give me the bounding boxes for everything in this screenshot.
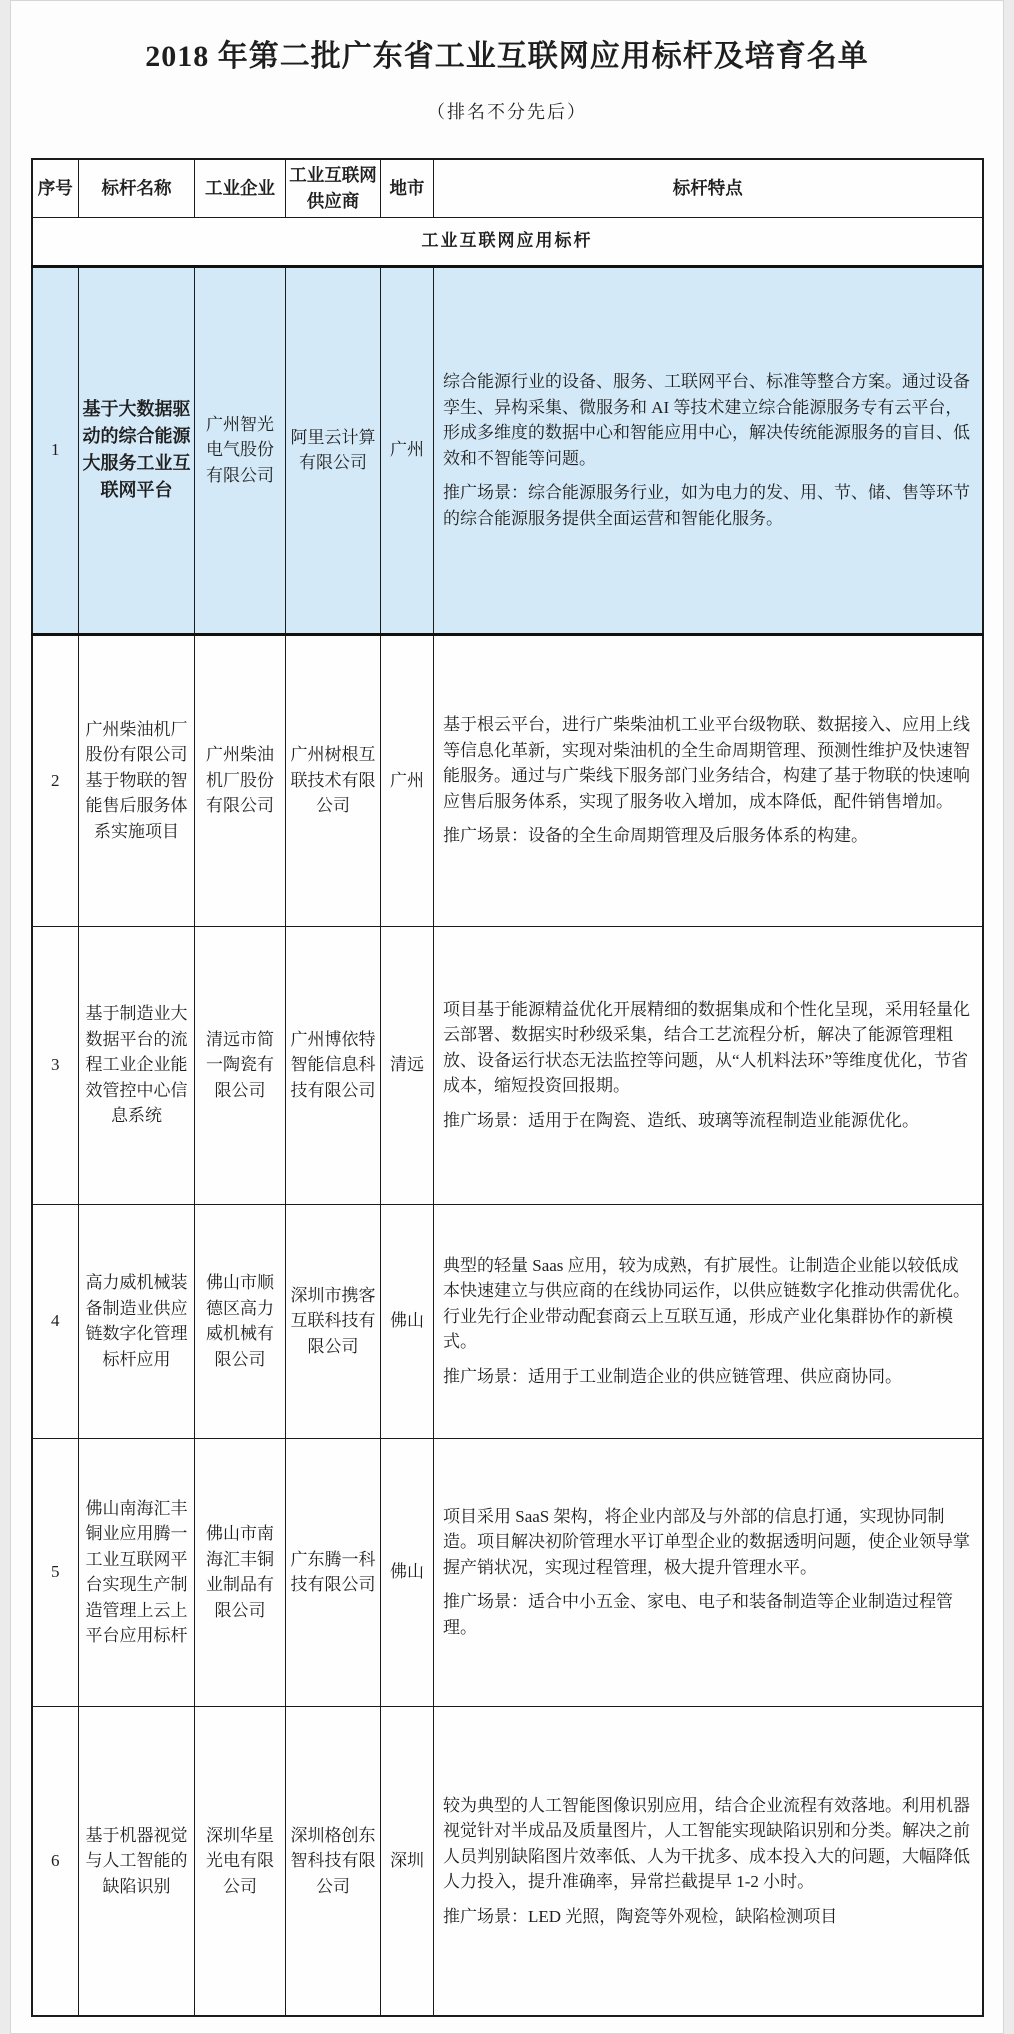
name-cell: 佛山南海汇丰铜业应用腾一工业互联网平台实现生产制造管理上云上平台应用标杆: [79, 1438, 195, 1706]
table-header-row: [32, 159, 983, 217]
name-cell: 基于机器视觉与人工智能的缺陷识别: [79, 1706, 195, 2016]
document-page: [10, 0, 1004, 2034]
enterprise-cell: 深圳华星光电有限公司: [195, 1706, 286, 2016]
supplier-cell: 广州树根互联技术有限公司: [286, 634, 381, 926]
promo-text: 推广场景：适合中小五金、家电、电子和装备制造等企业制造过程管理。: [443, 1592, 953, 1637]
benchmark-table: [31, 158, 984, 2017]
seq-cell: 6: [32, 1706, 79, 2016]
header-supplier: 工业互联网供应商: [286, 159, 381, 217]
feature-text: 综合能源行业的设备、服务、工联网平台、标准等整合方案。通过设备孪生、异构采集、微服务和 AI 等技术建立综合能源服务专有云平台，形成多维度的数据中心和智能应用中心，解决传统能源服务的盲目、低效和不智能等问题。: [443, 372, 970, 468]
name-cell: 基于制造业大数据平台的流程工业企业能效管控中心信息系统: [79, 926, 195, 1204]
city-cell: 广州: [381, 634, 434, 926]
feature-text: 较为典型的人工智能图像识别应用，结合企业流程有效落地。利用机器视觉针对半成品及质量图片，人工智能实现缺陷识别和分类。解决之前人员判别缺陷图片效率低、人为干扰多、成本投入大的问题，大幅降低人力投入，提升准确率，异常拦截提早 1-2 小时。: [443, 1795, 970, 1891]
feature-text: 项目采用 SaaS 架构，将企业内部及与外部的信息打通，实现协同制造。项目解决初阶管理水平订单型企业的数据透明问题，使企业领导掌握产销状况，实现过程管理，极大提升管理水平。: [443, 1506, 970, 1577]
supplier-cell: 阿里云计算有限公司: [286, 266, 381, 634]
header-city: 地市: [381, 159, 434, 217]
seq-cell: 5: [32, 1438, 79, 1706]
enterprise-cell: 清远市简一陶瓷有限公司: [195, 926, 286, 1204]
header-enterprise: 工业企业: [195, 159, 286, 217]
promo-text: 推广场景：LED 光照，陶瓷等外观检，缺陷检测项目: [443, 1906, 838, 1926]
features-cell: [434, 634, 983, 926]
city-cell: 广州: [381, 266, 434, 634]
features-cell: [434, 1204, 983, 1438]
section-title: 工业互联网应用标杆: [32, 217, 983, 266]
feature-text: 项目基于能源精益优化开展精细的数据集成和个性化呈现，采用轻量化云部署、数据实时秒级采集，结合工艺流程分析，解决了能源管理粗放、设备运行状态无法监控等问题，从“人机料法环”等维度优化，节省成本，缩短投资回报期。: [443, 999, 970, 1096]
header-features: 标杆特点: [434, 159, 983, 217]
supplier-cell: 深圳市携客互联科技有限公司: [286, 1204, 381, 1438]
supplier-cell: 广东腾一科技有限公司: [286, 1438, 381, 1706]
name-cell: 广州柴油机厂股份有限公司基于物联的智能售后服务体系实施项目: [79, 634, 195, 926]
promo-text: 推广场景：综合能源服务行业，如为电力的发、用、节、储、售等环节的综合能源服务提供全面运营和智能化服务。: [443, 483, 970, 528]
enterprise-cell: 广州智光电气股份有限公司: [195, 266, 286, 634]
city-cell: 佛山: [381, 1204, 434, 1438]
features-cell: [434, 1438, 983, 1706]
seq-cell: 3: [32, 926, 79, 1204]
table-row: [32, 1706, 983, 2016]
table-row: [32, 634, 983, 926]
header-seq: 序号: [32, 159, 79, 217]
seq-cell: 4: [32, 1204, 79, 1438]
table-row: [32, 1438, 983, 1706]
supplier-cell: 广州博依特智能信息科技有限公司: [286, 926, 381, 1204]
table-row: [32, 1204, 983, 1438]
name-cell: 高力威机械装备制造业供应链数字化管理标杆应用: [79, 1204, 195, 1438]
features-cell: [434, 266, 983, 634]
promo-text: 推广场景：设备的全生命周期管理及后服务体系的构建。: [443, 826, 868, 846]
table-row: [32, 266, 983, 634]
promo-text: 推广场景：适用于工业制造企业的供应链管理、供应商协同。: [443, 1366, 902, 1386]
features-cell: [434, 926, 983, 1204]
section-row: [32, 217, 983, 266]
city-cell: 佛山: [381, 1438, 434, 1706]
supplier-cell: 深圳格创东智科技有限公司: [286, 1706, 381, 2016]
header-name: 标杆名称: [79, 159, 195, 217]
features-cell: [434, 1706, 983, 2016]
name-cell: 基于大数据驱动的综合能源大服务工业互联网平台: [79, 266, 195, 634]
page-title: 2018 年第二批广东省工业互联网应用标杆及培育名单: [145, 40, 869, 73]
city-cell: 清远: [381, 926, 434, 1204]
promo-text: 推广场景：适用于在陶瓷、造纸、玻璃等流程制造业能源优化。: [443, 1110, 919, 1130]
enterprise-cell: 广州柴油机厂股份有限公司: [195, 634, 286, 926]
seq-cell: 2: [32, 634, 79, 926]
enterprise-cell: 佛山市南海汇丰铜业制品有限公司: [195, 1438, 286, 1706]
seq-cell: 1: [32, 266, 79, 634]
enterprise-cell: 佛山市顺德区高力威机械有限公司: [195, 1204, 286, 1438]
page-subtitle: （排名不分先后）: [427, 102, 587, 122]
table-row: [32, 926, 983, 1204]
feature-text: 基于根云平台，进行广柴柴油机工业平台级物联、数据接入、应用上线等信息化革新，实现对柴油机的全生命周期管理、预测性维护及快速智能服务。通过与广柴线下服务部门业务结合，构建了基于物联的快速响应售后服务体系，实现了服务收入增加，成本降低，配件销售增加。: [443, 715, 970, 811]
feature-text: 典型的轻量 Saas 应用，较为成熟，有扩展性。让制造企业能以较低成本快速建立与供应商的在线协同运作，以供应链数字化推动供需优化。行业先行企业带动配套商云上互联互通，形成产业化集群协作的新模式。: [443, 1255, 970, 1352]
city-cell: 深圳: [381, 1706, 434, 2016]
